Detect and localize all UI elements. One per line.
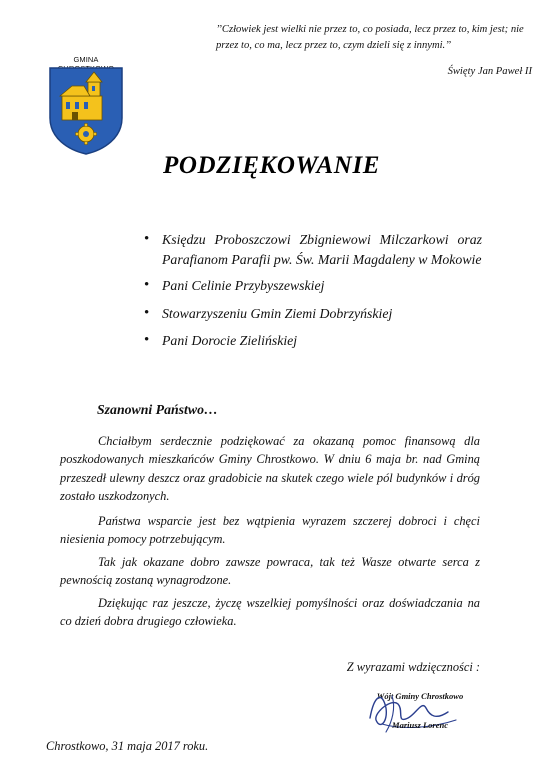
- body-paragraph: [60, 594, 480, 631]
- recipient-item: • Stowarzyszeniu Gmin Ziemi Dobrzyńskiej: [142, 304, 482, 324]
- body-paragraph-text: Państwa wsparcie jest bez wątpienia wyrazem szczerej dobroci i chęci niesienia pomocy potrzebującym.: [60, 514, 480, 547]
- body-paragraph-text: Tak jak okazane dobro zawsze powraca, tak też Wasze otwarte serca z pewnością zostaną wynagrodzone.: [60, 555, 480, 588]
- recipient-item: • Pani Dorocie Zielińskiej: [142, 331, 482, 351]
- signatory-title: Wójt Gminy Chrostkowo: [376, 691, 464, 701]
- body-paragraph-text: Dziękując raz jeszcze, życzę wszelkiej pomyślności oraz doświadczania na co dzień dobra drugiego człowieka.: [60, 596, 480, 629]
- coat-of-arms-caption: GMINA: [73, 55, 99, 64]
- signatory-name: Mariusz Lorenc: [392, 720, 448, 730]
- body-paragraph: [60, 512, 480, 549]
- salutation: Szanowni Państwo…: [97, 402, 218, 417]
- closing-line: Z wyrazami wdzięczności :: [346, 660, 480, 674]
- document-date: Chrostkowo, 31 maja 2017 roku.: [46, 739, 209, 753]
- body-paragraph: [60, 553, 480, 590]
- recipient-item: • Pani Celinie Przybyszewskiej: [142, 276, 482, 296]
- quote-author: Święty Jan Paweł II: [447, 66, 532, 77]
- recipient-item: • Księdzu Proboszczowi Zbigniewowi Milczarkowi oraz Parafianom Parafii pw. Św. Marii Magdaleny w Mokowie: [142, 230, 482, 269]
- body-paragraph: [60, 432, 480, 505]
- body-paragraph-text: Chciałbym serdecznie podziękować za okazaną pomoc finansową dla poszkodowanych mieszkańców Gminy Chrostkowo. W dniu 6 maja br. nad Gminą przeszedł ulewny deszcz oraz gradobicie na skutek czego wiele pól budynków i dróg zostało uszkodzonych.: [60, 434, 480, 503]
- recipients-list: [142, 230, 482, 359]
- document-title: PODZIĘKOWANIE: [162, 152, 381, 179]
- coat-of-arms-icon: [48, 66, 124, 156]
- header-quote: ’’Człowiek jest wielki nie przez to, co posiada, lecz przez to, kim jest; nie przez to, co ma, lecz przez to, czym dzieli się z innymi.’’: [216, 24, 524, 51]
